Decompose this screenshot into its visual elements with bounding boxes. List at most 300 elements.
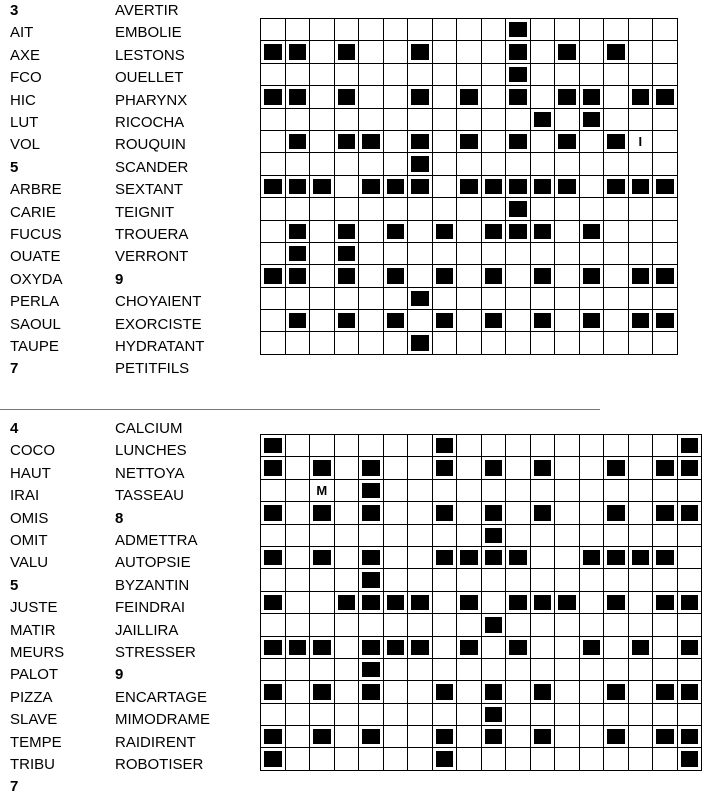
grid-cell[interactable]	[531, 153, 556, 175]
grid-cell[interactable]	[482, 198, 507, 220]
grid-cell[interactable]	[384, 502, 409, 524]
grid-cell[interactable]	[384, 109, 409, 131]
grid-cell[interactable]	[482, 659, 507, 681]
grid-cell[interactable]	[555, 748, 580, 770]
grid-cell[interactable]	[555, 435, 580, 457]
grid-cell[interactable]	[580, 153, 605, 175]
grid-cell[interactable]	[580, 288, 605, 310]
grid-cell[interactable]	[408, 748, 433, 770]
grid-cell[interactable]	[555, 637, 580, 659]
grid-cell[interactable]	[580, 457, 605, 479]
grid-cell[interactable]	[629, 243, 654, 265]
grid-cell[interactable]	[580, 176, 605, 198]
grid-cell[interactable]	[286, 681, 311, 703]
grid-cell[interactable]	[580, 243, 605, 265]
grid-cell[interactable]	[433, 614, 458, 636]
grid-cell[interactable]	[384, 435, 409, 457]
grid-cell[interactable]	[457, 480, 482, 502]
grid-cell[interactable]	[433, 288, 458, 310]
grid-cell[interactable]	[604, 265, 629, 287]
grid-cell[interactable]	[653, 704, 678, 726]
grid-cell[interactable]	[310, 86, 335, 108]
grid-cell[interactable]	[335, 637, 360, 659]
grid-cell[interactable]	[629, 704, 654, 726]
grid-cell[interactable]	[629, 109, 654, 131]
grid-cell[interactable]	[310, 243, 335, 265]
grid-cell[interactable]	[580, 569, 605, 591]
grid-cell[interactable]	[653, 748, 678, 770]
grid-cell[interactable]	[629, 592, 654, 614]
grid-cell[interactable]	[653, 659, 678, 681]
grid-cell[interactable]	[457, 681, 482, 703]
grid-cell[interactable]	[653, 435, 678, 457]
grid-cell[interactable]	[555, 704, 580, 726]
grid-cell[interactable]	[433, 480, 458, 502]
grid-cell[interactable]	[531, 659, 556, 681]
grid-cell[interactable]	[604, 332, 629, 354]
grid-cell[interactable]	[335, 569, 360, 591]
grid-cell[interactable]	[286, 569, 311, 591]
grid-cell[interactable]	[457, 502, 482, 524]
grid-cell[interactable]	[531, 131, 556, 153]
grid-cell[interactable]	[261, 704, 286, 726]
grid-cell[interactable]	[310, 64, 335, 86]
grid-cell[interactable]	[286, 288, 311, 310]
grid-cell[interactable]	[629, 153, 654, 175]
grid-cell[interactable]	[555, 525, 580, 547]
grid-cell[interactable]	[604, 525, 629, 547]
grid-cell[interactable]	[286, 525, 311, 547]
grid-cell[interactable]	[335, 64, 360, 86]
grid-cell[interactable]	[433, 153, 458, 175]
grid-cell[interactable]	[531, 288, 556, 310]
grid-cell[interactable]	[384, 748, 409, 770]
grid-cell[interactable]	[506, 569, 531, 591]
grid-cell[interactable]	[310, 592, 335, 614]
grid-cell[interactable]	[408, 726, 433, 748]
grid-cell[interactable]	[555, 457, 580, 479]
grid-cell[interactable]	[604, 153, 629, 175]
grid-cell[interactable]	[408, 569, 433, 591]
grid-cell[interactable]	[604, 637, 629, 659]
grid-cell[interactable]	[506, 332, 531, 354]
grid-cell[interactable]	[310, 310, 335, 332]
grid-cell[interactable]	[555, 19, 580, 41]
grid-cell[interactable]	[678, 659, 702, 681]
grid-cell[interactable]	[580, 704, 605, 726]
grid-cell[interactable]	[359, 64, 384, 86]
grid-cell[interactable]	[359, 243, 384, 265]
grid-cell[interactable]	[555, 480, 580, 502]
grid-cell[interactable]	[482, 19, 507, 41]
grid-cell[interactable]	[580, 435, 605, 457]
grid-cell[interactable]	[482, 131, 507, 153]
grid-cell[interactable]	[555, 614, 580, 636]
grid-cell[interactable]	[555, 502, 580, 524]
grid-cell[interactable]	[580, 131, 605, 153]
grid-cell[interactable]	[482, 592, 507, 614]
grid-cell[interactable]	[678, 480, 702, 502]
grid-cell[interactable]	[653, 109, 678, 131]
grid-cell[interactable]	[629, 614, 654, 636]
grid-cell[interactable]	[457, 726, 482, 748]
grid-cell[interactable]	[261, 310, 286, 332]
grid-cell[interactable]	[604, 435, 629, 457]
grid-cell[interactable]	[310, 569, 335, 591]
grid-cell[interactable]	[384, 726, 409, 748]
grid-cell[interactable]	[629, 457, 654, 479]
grid-cell[interactable]	[531, 547, 556, 569]
grid-cell[interactable]	[457, 569, 482, 591]
grid-cell[interactable]	[261, 288, 286, 310]
grid-cell[interactable]	[678, 525, 702, 547]
grid-cell[interactable]	[261, 131, 286, 153]
grid-cell[interactable]	[653, 480, 678, 502]
grid-cell[interactable]	[629, 131, 654, 153]
grid-cell[interactable]	[531, 704, 556, 726]
grid-cell[interactable]	[310, 131, 335, 153]
grid-cell[interactable]	[580, 41, 605, 63]
grid-cell[interactable]	[457, 332, 482, 354]
grid-cell[interactable]	[310, 265, 335, 287]
grid-cell[interactable]	[629, 435, 654, 457]
grid-cell[interactable]	[506, 659, 531, 681]
grid-cell[interactable]	[604, 243, 629, 265]
grid-cell[interactable]	[531, 637, 556, 659]
grid-cell[interactable]	[653, 64, 678, 86]
grid-cell[interactable]	[384, 525, 409, 547]
grid-cell[interactable]	[433, 592, 458, 614]
grid-cell[interactable]	[604, 288, 629, 310]
grid-cell[interactable]	[261, 332, 286, 354]
grid-cell[interactable]	[531, 748, 556, 770]
grid-cell[interactable]	[433, 198, 458, 220]
grid-cell[interactable]	[580, 726, 605, 748]
grid-cell[interactable]	[335, 659, 360, 681]
grid-cell[interactable]	[433, 659, 458, 681]
crossword-grid[interactable]	[260, 18, 678, 355]
grid-cell[interactable]	[653, 153, 678, 175]
grid-cell[interactable]	[653, 243, 678, 265]
grid-cell[interactable]	[261, 64, 286, 86]
grid-cell[interactable]	[580, 198, 605, 220]
grid-cell[interactable]	[604, 704, 629, 726]
grid-cell[interactable]	[384, 86, 409, 108]
grid-cell[interactable]	[604, 64, 629, 86]
grid-cell[interactable]	[261, 569, 286, 591]
grid-cell[interactable]	[384, 131, 409, 153]
grid-cell[interactable]	[433, 569, 458, 591]
grid-cell[interactable]	[457, 19, 482, 41]
grid-cell[interactable]	[359, 86, 384, 108]
grid-cell[interactable]	[408, 480, 433, 502]
grid-cell[interactable]	[384, 569, 409, 591]
grid-cell[interactable]	[359, 41, 384, 63]
grid-cell[interactable]	[359, 332, 384, 354]
grid-cell[interactable]	[629, 480, 654, 502]
grid-cell[interactable]	[359, 704, 384, 726]
grid-cell[interactable]	[457, 310, 482, 332]
grid-cell[interactable]	[310, 19, 335, 41]
grid-cell[interactable]	[384, 41, 409, 63]
grid-cell[interactable]	[457, 265, 482, 287]
grid-cell[interactable]	[482, 41, 507, 63]
grid-cell[interactable]	[335, 726, 360, 748]
grid-cell[interactable]	[604, 19, 629, 41]
grid-cell[interactable]	[310, 221, 335, 243]
grid-cell[interactable]	[531, 332, 556, 354]
grid-cell[interactable]	[506, 502, 531, 524]
grid-cell[interactable]	[310, 41, 335, 63]
grid-cell[interactable]	[286, 748, 311, 770]
grid-cell[interactable]	[286, 457, 311, 479]
grid-cell[interactable]	[359, 288, 384, 310]
grid-cell[interactable]	[506, 265, 531, 287]
grid-cell[interactable]	[286, 726, 311, 748]
grid-cell[interactable]	[604, 109, 629, 131]
grid-cell[interactable]	[457, 109, 482, 131]
grid-cell[interactable]	[433, 637, 458, 659]
grid-cell[interactable]	[286, 332, 311, 354]
grid-cell[interactable]	[384, 198, 409, 220]
grid-cell[interactable]	[310, 748, 335, 770]
grid-cell[interactable]	[457, 41, 482, 63]
grid-cell[interactable]	[457, 64, 482, 86]
grid-cell[interactable]	[335, 288, 360, 310]
grid-cell[interactable]	[506, 243, 531, 265]
grid-cell[interactable]	[457, 525, 482, 547]
grid-cell[interactable]	[531, 198, 556, 220]
grid-cell[interactable]	[359, 198, 384, 220]
grid-cell[interactable]	[286, 19, 311, 41]
grid-cell[interactable]	[408, 659, 433, 681]
grid-cell[interactable]	[531, 86, 556, 108]
grid-cell[interactable]	[678, 704, 702, 726]
grid-cell[interactable]	[261, 614, 286, 636]
grid-cell[interactable]	[335, 614, 360, 636]
grid-cell[interactable]	[580, 592, 605, 614]
grid-cell[interactable]	[531, 569, 556, 591]
grid-cell[interactable]	[482, 332, 507, 354]
grid-cell[interactable]	[408, 19, 433, 41]
grid-cell[interactable]	[555, 659, 580, 681]
grid-cell[interactable]	[506, 457, 531, 479]
grid-cell[interactable]	[457, 153, 482, 175]
grid-cell[interactable]	[629, 64, 654, 86]
grid-cell[interactable]	[384, 19, 409, 41]
grid-cell[interactable]	[604, 614, 629, 636]
grid-cell[interactable]	[457, 288, 482, 310]
grid-cell[interactable]	[506, 726, 531, 748]
grid-cell[interactable]	[286, 64, 311, 86]
grid-cell[interactable]	[359, 748, 384, 770]
grid-cell[interactable]	[555, 681, 580, 703]
grid-cell[interactable]	[433, 64, 458, 86]
grid-cell[interactable]	[678, 614, 702, 636]
grid-cell[interactable]	[555, 109, 580, 131]
grid-cell[interactable]	[433, 19, 458, 41]
grid-cell[interactable]	[335, 547, 360, 569]
grid-cell[interactable]	[286, 480, 311, 502]
grid-cell[interactable]	[482, 748, 507, 770]
grid-cell[interactable]	[506, 525, 531, 547]
grid-cell[interactable]	[653, 288, 678, 310]
grid-cell[interactable]	[384, 614, 409, 636]
grid-cell[interactable]	[408, 525, 433, 547]
grid-cell[interactable]	[261, 243, 286, 265]
grid-cell[interactable]	[286, 435, 311, 457]
grid-cell[interactable]	[457, 221, 482, 243]
grid-cell[interactable]	[359, 221, 384, 243]
crossword-grid[interactable]	[260, 434, 702, 771]
grid-cell[interactable]	[555, 332, 580, 354]
grid-cell[interactable]	[580, 659, 605, 681]
grid-cell[interactable]	[580, 502, 605, 524]
grid-cell[interactable]	[506, 109, 531, 131]
grid-cell[interactable]	[359, 614, 384, 636]
grid-cell[interactable]	[457, 435, 482, 457]
grid-cell[interactable]	[384, 659, 409, 681]
grid-cell[interactable]	[580, 480, 605, 502]
grid-cell[interactable]	[286, 547, 311, 569]
grid-cell[interactable]	[678, 569, 702, 591]
grid-cell[interactable]	[433, 332, 458, 354]
grid-cell[interactable]	[384, 681, 409, 703]
grid-cell[interactable]	[310, 704, 335, 726]
grid-cell[interactable]	[555, 726, 580, 748]
grid-cell[interactable]	[555, 288, 580, 310]
grid-cell[interactable]	[629, 288, 654, 310]
grid-cell[interactable]	[555, 198, 580, 220]
grid-cell[interactable]	[629, 502, 654, 524]
grid-cell[interactable]	[286, 109, 311, 131]
grid-cell[interactable]	[286, 659, 311, 681]
grid-cell[interactable]	[555, 569, 580, 591]
grid-cell[interactable]	[408, 221, 433, 243]
grid-cell[interactable]	[433, 176, 458, 198]
grid-cell[interactable]	[359, 525, 384, 547]
grid-cell[interactable]	[310, 109, 335, 131]
grid-cell[interactable]	[335, 748, 360, 770]
grid-cell[interactable]	[408, 547, 433, 569]
grid-cell[interactable]	[433, 131, 458, 153]
grid-cell[interactable]	[555, 153, 580, 175]
grid-cell[interactable]	[629, 332, 654, 354]
grid-cell[interactable]	[531, 19, 556, 41]
grid-cell[interactable]	[457, 748, 482, 770]
grid-cell[interactable]	[482, 86, 507, 108]
grid-cell[interactable]	[506, 480, 531, 502]
grid-cell[interactable]	[629, 198, 654, 220]
grid-cell[interactable]	[408, 681, 433, 703]
grid-cell[interactable]	[457, 243, 482, 265]
grid-cell[interactable]	[408, 704, 433, 726]
grid-cell[interactable]	[408, 109, 433, 131]
grid-cell[interactable]	[506, 681, 531, 703]
grid-cell[interactable]	[261, 525, 286, 547]
grid-cell[interactable]	[359, 310, 384, 332]
grid-cell[interactable]	[335, 457, 360, 479]
grid-cell[interactable]	[653, 332, 678, 354]
grid-cell[interactable]	[653, 221, 678, 243]
grid-cell[interactable]	[580, 19, 605, 41]
grid-cell[interactable]	[678, 547, 702, 569]
grid-cell[interactable]	[286, 614, 311, 636]
grid-cell[interactable]	[580, 64, 605, 86]
grid-cell[interactable]	[653, 569, 678, 591]
grid-cell[interactable]	[408, 265, 433, 287]
grid-cell[interactable]	[384, 153, 409, 175]
grid-cell[interactable]	[555, 265, 580, 287]
grid-cell[interactable]	[408, 243, 433, 265]
grid-cell[interactable]	[531, 435, 556, 457]
grid-cell[interactable]	[604, 569, 629, 591]
grid-cell[interactable]	[335, 153, 360, 175]
grid-cell[interactable]	[335, 480, 360, 502]
grid-cell[interactable]	[286, 198, 311, 220]
grid-cell[interactable]	[261, 221, 286, 243]
grid-cell[interactable]	[433, 243, 458, 265]
grid-cell[interactable]	[261, 198, 286, 220]
grid-cell[interactable]	[433, 109, 458, 131]
grid-cell[interactable]	[629, 221, 654, 243]
grid-cell[interactable]	[335, 332, 360, 354]
grid-cell[interactable]	[629, 681, 654, 703]
grid-cell[interactable]	[310, 153, 335, 175]
grid-cell[interactable]	[580, 748, 605, 770]
grid-cell[interactable]	[286, 502, 311, 524]
grid-cell[interactable]	[604, 480, 629, 502]
grid-cell[interactable]	[310, 332, 335, 354]
grid-cell[interactable]	[555, 221, 580, 243]
grid-cell[interactable]	[384, 332, 409, 354]
grid-cell[interactable]	[604, 221, 629, 243]
grid-cell[interactable]	[580, 614, 605, 636]
grid-cell[interactable]	[580, 332, 605, 354]
grid-cell[interactable]	[384, 288, 409, 310]
grid-cell[interactable]	[653, 131, 678, 153]
grid-cell[interactable]	[335, 109, 360, 131]
grid-cell[interactable]	[604, 748, 629, 770]
grid-cell[interactable]	[335, 525, 360, 547]
grid-cell[interactable]	[310, 480, 335, 502]
grid-cell[interactable]	[384, 704, 409, 726]
grid-cell[interactable]	[629, 19, 654, 41]
grid-cell[interactable]	[408, 435, 433, 457]
grid-cell[interactable]	[310, 198, 335, 220]
grid-cell[interactable]	[653, 19, 678, 41]
grid-cell[interactable]	[286, 704, 311, 726]
grid-cell[interactable]	[506, 748, 531, 770]
grid-cell[interactable]	[384, 480, 409, 502]
grid-cell[interactable]	[335, 198, 360, 220]
grid-cell[interactable]	[653, 614, 678, 636]
grid-cell[interactable]	[261, 109, 286, 131]
grid-cell[interactable]	[555, 64, 580, 86]
grid-cell[interactable]	[555, 243, 580, 265]
grid-cell[interactable]	[482, 64, 507, 86]
grid-cell[interactable]	[408, 310, 433, 332]
grid-cell[interactable]	[629, 659, 654, 681]
grid-cell[interactable]	[506, 614, 531, 636]
grid-cell[interactable]	[531, 243, 556, 265]
grid-cell[interactable]	[482, 569, 507, 591]
grid-cell[interactable]	[457, 704, 482, 726]
grid-cell[interactable]	[457, 198, 482, 220]
grid-cell[interactable]	[629, 569, 654, 591]
grid-cell[interactable]	[653, 41, 678, 63]
grid-cell[interactable]	[580, 681, 605, 703]
